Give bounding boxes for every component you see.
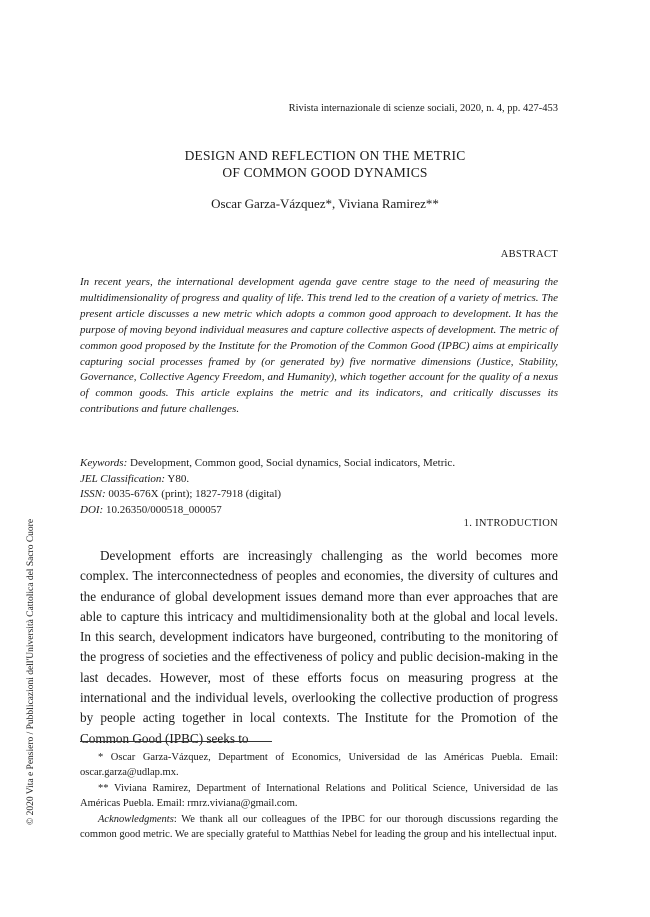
- abstract-text: In recent years, the international development agenda gave centre stage to the need of measuring the multidimensionality of progress and quality of life. This trend led to the creation of a variety of metrics. The present article discusses a new metric which adopts a common good approach to development. It has the purpose of moving beyond individual measures and capture collective aspects of development. The metric of common good proposed by the Institute for the Promotion of the Common Good (IPBC) aims at empirically capturing social processes framed by (or generated by) five normative dimensions (Justice, Stability, Governance, Collective Agency Freedom, and Humanity), which together account for the quality of a nexus of common goods. This article explains the metric and its indicators, and critically discusses its contributions and future challenges.: [80, 276, 558, 416]
- article-metadata: [80, 456, 558, 518]
- title-line-2: OF COMMON GOOD DYNAMICS: [222, 165, 428, 180]
- title-line-1: DESIGN AND REFLECTION ON THE METRIC: [184, 148, 466, 163]
- jel-label: JEL Classification:: [80, 472, 166, 485]
- doi-value: 10.26350/000518_000057: [105, 503, 222, 516]
- side-copyright: © 2020 Vita e Pensiero / Pubblicazioni dell'Università Cattolica del Sacro Cuore: [26, 518, 36, 825]
- keywords-label: Keywords:: [80, 457, 128, 469]
- footnote-author-2: ** Viviana Ramirez, Department of International Relations and Political Science, Universidad de las Américas Puebla. Email: rmrz.viviana@gmail.com.: [80, 782, 558, 810]
- acknowledgments-text: : We thank all our colleagues of the IPBC for our thorough discussions regarding the common good metric. We are specially grateful to Matthias Nebel for leading the group and his intellectual input.: [80, 813, 558, 841]
- acknowledgments-label: Acknowledgments: [98, 813, 174, 825]
- issn-line: [80, 487, 558, 503]
- journal-citation: Rivista internazionale di scienze sociali, 2020, n. 4, pp. 427-453: [288, 103, 558, 114]
- footnote-rule: [80, 741, 272, 742]
- keywords-value: Development, Common good, Social dynamics, Social indicators, Metric.: [130, 457, 456, 469]
- abstract-heading: ABSTRACT: [500, 249, 558, 260]
- keywords-line: [80, 456, 558, 472]
- doi-line: [80, 503, 558, 519]
- doi-label: DOI:: [80, 503, 104, 516]
- section-heading-introduction: 1. INTRODUCTION: [463, 518, 558, 529]
- issn-value: 0035-676X (print); 1827-7918 (digital): [108, 488, 282, 500]
- author-list: Oscar Garza-Vázquez*, Viviana Ramirez**: [211, 196, 439, 211]
- jel-value: Y80.: [167, 472, 190, 485]
- footnotes: [80, 750, 558, 842]
- introduction-paragraph: Development efforts are increasingly challenging as the world becomes more complex. The interconnectedness of peoples and economies, the diversity of cultures and the endurance of global development issues demand more than ever approaches that are able to capture this intricacy and multidimensionality both at the global and local levels. In this search, development indicators have burgeoned, contributing to the monitoring of the progress of societies and the effectiveness of policy and public decision-making in the last decades. However, most of these efforts focus on measuring progress at the international and the individual levels, overlooking the collective production of progress by people acting together in local contexts. The Institute for the Promotion of the Common Good (IPBC) seeks to: [80, 548, 558, 746]
- issn-label: ISSN:: [80, 488, 106, 500]
- article-title: [0, 147, 650, 181]
- footnote-author-1: * Oscar Garza-Vázquez, Department of Economics, Universidad de las Américas Puebla. Email: oscar.garza@udlap.mx.: [80, 752, 558, 779]
- footnote-acknowledgments: [80, 812, 558, 843]
- jel-line: [80, 472, 558, 488]
